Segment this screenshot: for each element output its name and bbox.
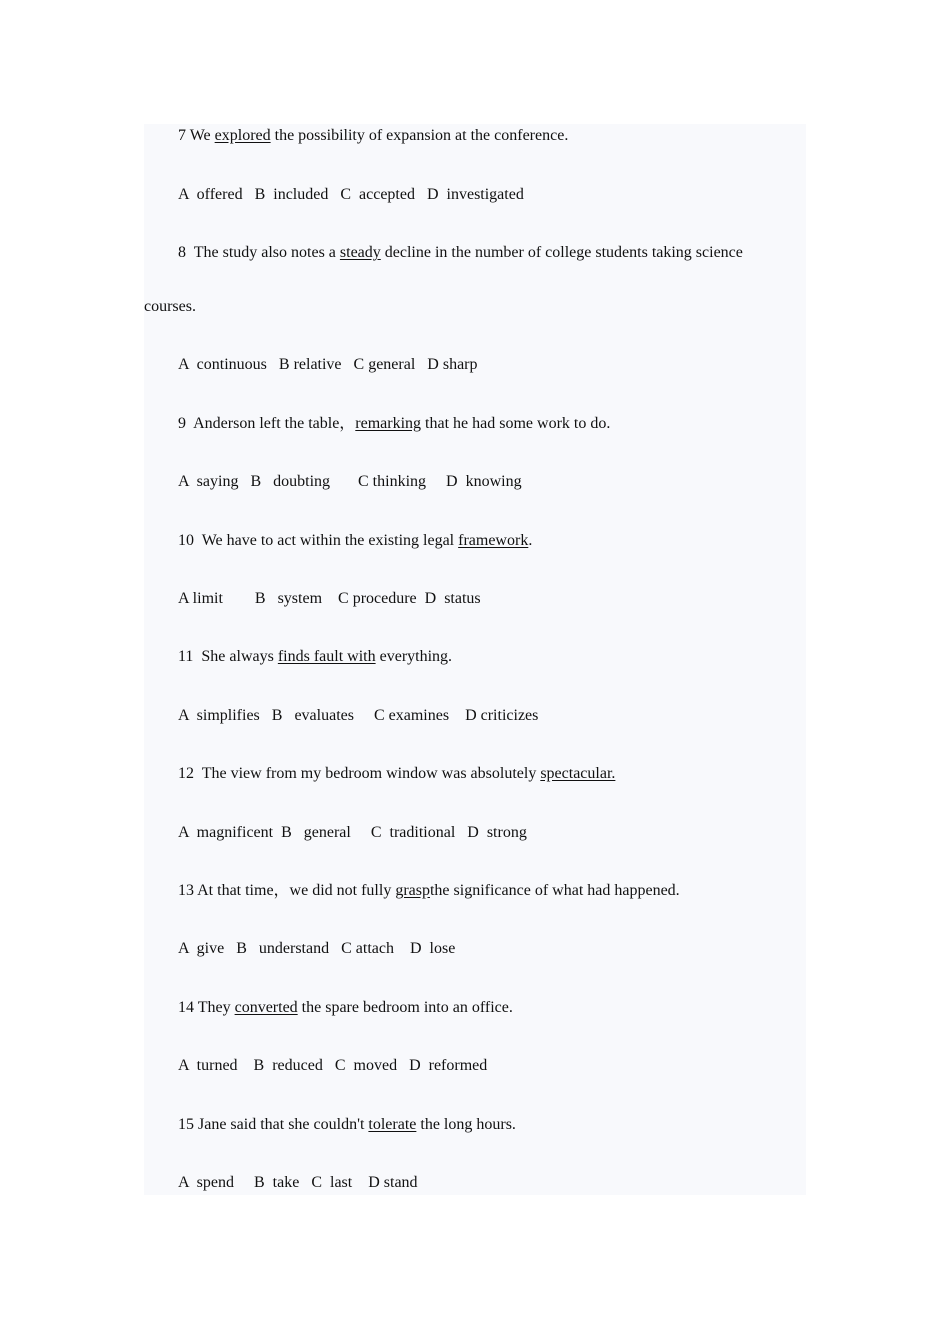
question-14 [178,998,513,1018]
question-12 [178,764,615,784]
options-12: A magnificent B general C traditional D strong [178,824,527,841]
question-text: the long hours. [416,1116,516,1133]
question-text: that he had some work to do. [421,415,611,432]
question-text: the significance of what had happened. [429,882,680,899]
underlined-word: steady [339,244,381,261]
underlined-word: spectacular. [540,765,616,782]
question-text: 10 We have to act within the existing legal [178,532,459,549]
question-10 [178,531,532,551]
question-11 [178,647,452,667]
options-10: A limit B system C procedure D status [178,590,481,607]
question-text: everything. [375,648,453,665]
question-text: the spare bedroom into an office. [297,999,513,1016]
options-14: A turned B reduced C moved D reformed [178,1057,488,1074]
options-13: A give B understand C attach D lose [178,940,456,957]
underlined-word: framework [458,532,529,549]
question-text: 9 Anderson left the table， [178,415,356,432]
question-text: 14 They [178,999,235,1016]
underlined-word: finds fault with [277,648,376,665]
question-text: 12 The view from my bedroom window was absolutely [178,765,541,782]
question-text: the possibility of expansion at the conference. [270,127,569,144]
underlined-word: tolerate [368,1116,417,1133]
underlined-word: explored [214,127,271,144]
question-text: 11 She always [178,648,278,665]
question-text: 8 The study also notes a [178,244,340,261]
options-7: A offered B included C accepted D investigated [178,186,524,203]
question-15 [178,1115,516,1135]
question-text: 13 At that time，we did not fully [178,882,396,899]
underlined-word: converted [234,999,298,1016]
options-11: A simplifies B evaluates C examines D criticizes [178,707,539,724]
question-7 [178,126,568,146]
options-15: A spend B take C last D stand [178,1174,418,1191]
question-13 [178,881,680,901]
underlined-word: grasp [395,882,430,899]
options-8: A continuous B relative C general D sharp [178,356,478,373]
question-text: 7 We [178,127,215,144]
question-text: . [528,532,533,549]
underlined-word: remarking [355,415,422,432]
options-9: A saying B doubting C thinking D knowing [178,473,522,490]
question-text: decline in the number of college students taking science [380,244,743,261]
question-8-continuation: courses. [144,298,196,315]
question-9 [178,414,610,434]
question-text: 15 Jane said that she couldn't [178,1116,369,1133]
question-8 [178,243,743,263]
